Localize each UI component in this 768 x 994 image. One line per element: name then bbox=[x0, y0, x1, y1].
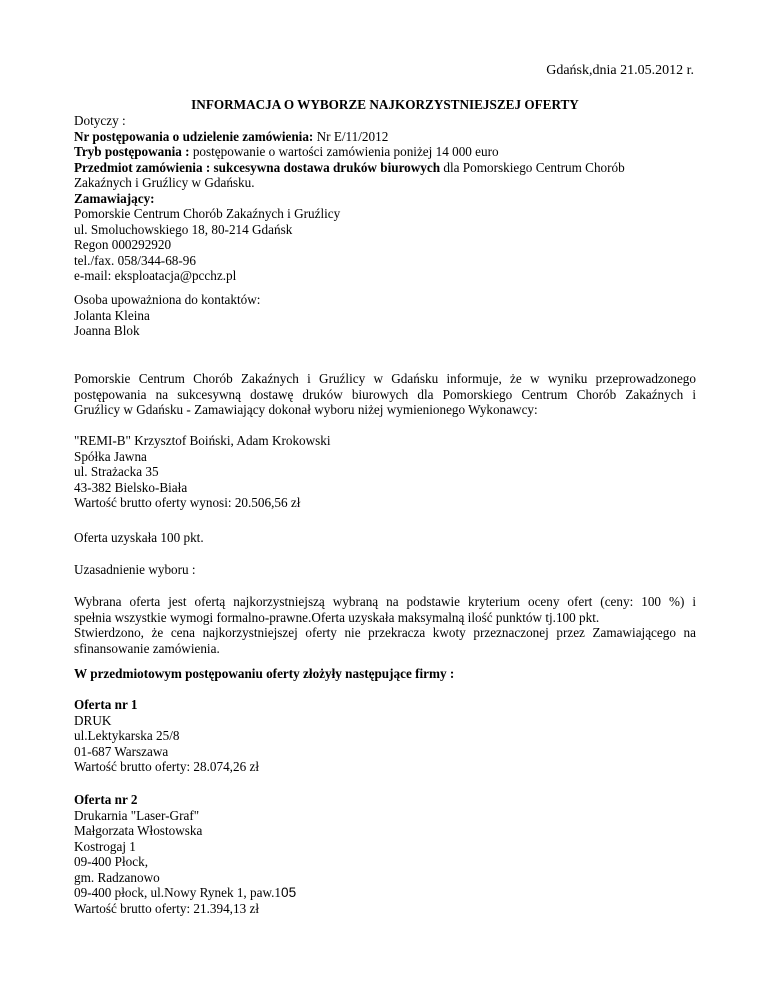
intro-paragraph bbox=[74, 371, 696, 418]
offer-1-city: 01-687 Warszawa bbox=[74, 743, 169, 759]
contact-label: Osoba upoważniona do kontaktów: bbox=[74, 292, 261, 307]
justification-line: Stwierdzono, że cena najkorzystniejszej oferty nie przekracza kwoty przeznaczonej przez Zamawiającego na bbox=[74, 625, 696, 640]
contracting-authority-label: Zamawiający: bbox=[74, 190, 155, 206]
date-line: Gdańsk,dnia 21.05.2012 r. bbox=[546, 63, 694, 78]
justification-line: sfinansowanie zamówienia. bbox=[74, 640, 220, 656]
procedure-number-value: Nr E/11/2012 bbox=[313, 128, 389, 144]
offer-2-street: Kostrogaj 1 bbox=[74, 838, 136, 854]
authority-name: Pomorskie Centrum Chorób Zakaźnych i Gruźlicy bbox=[74, 206, 341, 221]
winner-score: Oferta uzyskała 100 pkt. bbox=[74, 530, 204, 545]
winner-company-type: Spółka Jawna bbox=[74, 448, 147, 464]
justification-paragraph bbox=[74, 594, 696, 656]
order-subject bbox=[74, 160, 625, 176]
offer-2-title: Oferta nr 2 bbox=[74, 792, 138, 807]
procedure-number bbox=[74, 129, 625, 145]
authority-address: ul. Smoluchowskiego 18, 80-214 Gdańsk bbox=[74, 221, 293, 237]
order-subject-continued: Zakaźnych i Gruźlicy w Gdańsku. bbox=[74, 175, 255, 190]
offer-2-address bbox=[74, 885, 296, 901]
procedure-mode bbox=[74, 144, 625, 160]
winner-offer-value: Wartość brutto oferty wynosi: 20.506,56 zł bbox=[74, 495, 301, 510]
offer-2-owner: Małgorzata Włostowska bbox=[74, 823, 203, 838]
offer-1-value: Wartość brutto oferty: 28.074,26 zł bbox=[74, 759, 259, 774]
justification-label: Uzasadnienie wyboru : bbox=[74, 562, 196, 577]
contact-person: Jolanta Kleina bbox=[74, 307, 150, 323]
details-block bbox=[74, 113, 625, 284]
authority-email: e-mail: eksploatacja@pcchz.pl bbox=[74, 268, 237, 283]
offers-heading: W przedmiotowym postępowaniu oferty złożyły następujące firmy : bbox=[74, 666, 455, 681]
offer-1-title: Oferta nr 1 bbox=[74, 697, 138, 712]
contact-person: Joanna Blok bbox=[74, 323, 140, 338]
intro-line: postępowania na sukcesywną dostawę druków biurowych dla Pomorskiego Centrum Chorób Zakaźnych i bbox=[74, 386, 696, 402]
order-subject-label: Przedmiot zamówienia : sukcesywna dostawa druków biurowych bbox=[74, 159, 441, 175]
offer-1-street: ul.Lektykarska 25/8 bbox=[74, 728, 180, 743]
contact-block bbox=[74, 292, 260, 339]
offer-2-municipality: gm. Radzanowo bbox=[74, 869, 160, 885]
offer-2-company: Drukarnia "Laser-Graf" bbox=[74, 807, 200, 823]
authority-regon: Regon 000292920 bbox=[74, 237, 172, 252]
justification-line: spełnia wszystkie wymogi formalno-prawne.Oferta uzyskała maksymalną ilość punktów tj.100 pkt. bbox=[74, 609, 600, 625]
winner-street: ul. Strażacka 35 bbox=[74, 464, 159, 479]
authority-phone: tel./fax. 058/344-68-96 bbox=[74, 252, 196, 268]
winner-city: 43-382 Bielsko-Biała bbox=[74, 479, 188, 495]
offer-2 bbox=[74, 792, 296, 916]
dotyczy-label: Dotyczy : bbox=[74, 113, 126, 128]
offer-2-city: 09-400 Płock, bbox=[74, 854, 148, 869]
offer-1 bbox=[74, 697, 259, 775]
order-subject-value: dla Pomorskiego Centrum Chorób bbox=[440, 159, 625, 175]
offer-2-address-suffix: 05 bbox=[281, 885, 297, 900]
procedure-number-label: Nr postępowania o udzielenie zamówienia: bbox=[74, 128, 314, 144]
intro-line: Gruźlicy w Gdańsku - Zamawiający dokonał wyboru niżej wymienionego Wykonawcy: bbox=[74, 402, 538, 417]
winner-block bbox=[74, 433, 331, 511]
offer-1-company: DRUK bbox=[74, 712, 112, 728]
document-title: INFORMACJA O WYBORZE NAJKORZYSTNIEJSZEJ OFERTY bbox=[191, 97, 579, 112]
justification-line: Wybrana oferta jest ofertą najkorzystniejszą wybraną na podstawie kryterium oceny ofert (ceny: 100 %) i bbox=[74, 594, 696, 609]
procedure-mode-value: postępowanie o wartości zamówienia poniżej 14 000 euro bbox=[189, 144, 499, 159]
offer-2-address-main: 09-400 płock, ul.Nowy Rynek 1, paw.1 bbox=[74, 885, 282, 900]
intro-line: Pomorskie Centrum Chorób Zakaźnych i Gruźlicy w Gdańsku informuje, że w wyniku przeprowadzonego bbox=[74, 371, 696, 386]
winner-name: "REMI-B" Krzysztof Boiński, Adam Krokowski bbox=[74, 433, 331, 448]
offer-2-value: Wartość brutto oferty: 21.394,13 zł bbox=[74, 900, 259, 916]
procedure-mode-label: Tryb postępowania : bbox=[74, 144, 190, 159]
